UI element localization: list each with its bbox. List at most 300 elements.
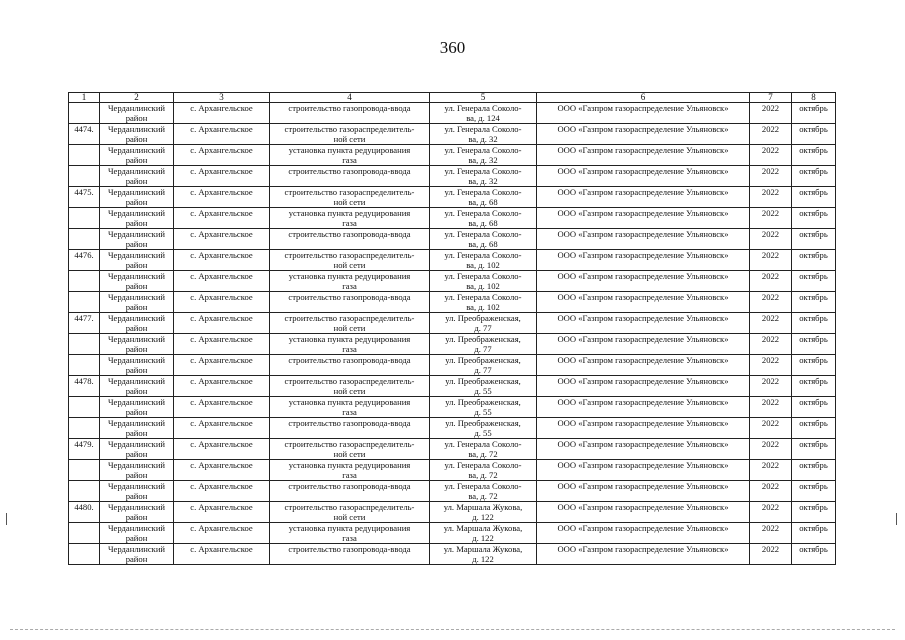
- district-cell: [100, 439, 174, 460]
- cell-line: район: [125, 491, 148, 501]
- year-cell: 2022: [750, 523, 792, 544]
- cell-line: ной сети: [333, 323, 366, 333]
- year-cell: 2022: [750, 145, 792, 166]
- cell-line: установка пункта редуцирования: [288, 145, 411, 155]
- work-cell: [270, 523, 430, 544]
- column-header: 2: [100, 93, 174, 103]
- cell-line: ул. Преображенская,: [445, 313, 521, 323]
- cell-line: район: [125, 365, 148, 375]
- month-cell: октябрь: [792, 103, 836, 124]
- organization-cell: ООО «Газпром газораспределение Ульяновск»: [537, 418, 750, 439]
- cell-line: Черданлинский: [107, 523, 166, 533]
- cell-line: район: [125, 176, 148, 186]
- locality-cell: с. Архангельское: [174, 145, 270, 166]
- organization-cell: ООО «Газпром газораспределение Ульяновск»: [537, 187, 750, 208]
- work-cell: [270, 166, 430, 187]
- cell-line: ной сети: [333, 386, 366, 396]
- organization-cell: ООО «Газпром газораспределение Ульяновск»: [537, 292, 750, 313]
- column-header: 6: [537, 93, 750, 103]
- cell-line: д. 77: [474, 323, 492, 333]
- row-number: [69, 523, 100, 544]
- table-row: [69, 103, 836, 124]
- district-cell: [100, 166, 174, 187]
- cell-line: ва, д. 72: [468, 449, 498, 459]
- table-row: [69, 544, 836, 565]
- cell-line: Черданлинский: [107, 166, 166, 176]
- cell-line: установка пункта редуцирования: [288, 397, 411, 407]
- cell-line: ул. Генерала Соколо-: [444, 229, 522, 239]
- work-cell: [270, 460, 430, 481]
- cell-line: ва, д. 68: [468, 197, 498, 207]
- work-cell: [270, 418, 430, 439]
- cell-line: ул. Генерала Соколо-: [444, 460, 522, 470]
- year-cell: 2022: [750, 313, 792, 334]
- cell-line: ва, д. 32: [468, 134, 498, 144]
- column-header: 8: [792, 93, 836, 103]
- year-cell: 2022: [750, 397, 792, 418]
- table-row: [69, 460, 836, 481]
- cell-line: Черданлинский: [107, 418, 166, 428]
- cell-line: Черданлинский: [107, 313, 166, 323]
- table-row: [69, 355, 836, 376]
- locality-cell: с. Архангельское: [174, 313, 270, 334]
- cell-line: Черданлинский: [107, 355, 166, 365]
- row-number: 4476.: [69, 250, 100, 271]
- cell-line: строительство газопровода-ввода: [288, 418, 411, 428]
- year-cell: 2022: [750, 355, 792, 376]
- cell-line: район: [125, 218, 148, 228]
- month-cell: октябрь: [792, 166, 836, 187]
- year-cell: 2022: [750, 187, 792, 208]
- district-cell: [100, 397, 174, 418]
- row-number: [69, 418, 100, 439]
- cell-line: строительство газораспределитель-: [284, 376, 415, 386]
- address-cell: [430, 502, 537, 523]
- cell-line: Черданлинский: [107, 376, 166, 386]
- scan-edge-mark-left: [6, 513, 7, 525]
- locality-cell: с. Архангельское: [174, 523, 270, 544]
- address-cell: [430, 397, 537, 418]
- cell-line: ул. Генерала Соколо-: [444, 124, 522, 134]
- cell-line: район: [125, 281, 148, 291]
- cell-line: ва, д. 124: [466, 113, 500, 123]
- row-number: [69, 271, 100, 292]
- row-number: 4478.: [69, 376, 100, 397]
- month-cell: октябрь: [792, 523, 836, 544]
- locality-cell: с. Архангельское: [174, 544, 270, 565]
- cell-line: район: [125, 407, 148, 417]
- year-cell: 2022: [750, 166, 792, 187]
- month-cell: октябрь: [792, 208, 836, 229]
- year-cell: 2022: [750, 460, 792, 481]
- cell-line: ул. Генерала Соколо-: [444, 187, 522, 197]
- month-cell: октябрь: [792, 502, 836, 523]
- cell-line: Черданлинский: [107, 502, 166, 512]
- scan-bottom-edge: [10, 629, 895, 630]
- month-cell: октябрь: [792, 145, 836, 166]
- year-cell: 2022: [750, 250, 792, 271]
- year-cell: 2022: [750, 376, 792, 397]
- cell-line: ва, д. 68: [468, 239, 498, 249]
- locality-cell: с. Архангельское: [174, 502, 270, 523]
- cell-line: ва, д. 32: [468, 176, 498, 186]
- work-cell: [270, 292, 430, 313]
- cell-line: район: [125, 155, 148, 165]
- district-cell: [100, 460, 174, 481]
- year-cell: 2022: [750, 418, 792, 439]
- locality-cell: с. Архангельское: [174, 124, 270, 145]
- organization-cell: ООО «Газпром газораспределение Ульяновск»: [537, 502, 750, 523]
- row-number: [69, 166, 100, 187]
- month-cell: октябрь: [792, 397, 836, 418]
- row-number: 4480.: [69, 502, 100, 523]
- cell-line: установка пункта редуцирования: [288, 523, 411, 533]
- organization-cell: ООО «Газпром газораспределение Ульяновск»: [537, 397, 750, 418]
- organization-cell: ООО «Газпром газораспределение Ульяновск»: [537, 250, 750, 271]
- cell-line: район: [125, 323, 148, 333]
- address-cell: [430, 460, 537, 481]
- table-row: [69, 187, 836, 208]
- cell-line: ва, д. 72: [468, 470, 498, 480]
- row-number: 4475.: [69, 187, 100, 208]
- cell-line: д. 55: [474, 428, 492, 438]
- cell-line: район: [125, 134, 148, 144]
- district-cell: [100, 229, 174, 250]
- row-number: [69, 208, 100, 229]
- locality-cell: с. Архангельское: [174, 292, 270, 313]
- year-cell: 2022: [750, 208, 792, 229]
- locality-cell: с. Архангельское: [174, 460, 270, 481]
- locality-cell: с. Архангельское: [174, 334, 270, 355]
- month-cell: октябрь: [792, 187, 836, 208]
- address-cell: [430, 334, 537, 355]
- table-row: [69, 166, 836, 187]
- cell-line: ул. Генерала Соколо-: [444, 481, 522, 491]
- work-cell: [270, 502, 430, 523]
- cell-line: Черданлинский: [107, 439, 166, 449]
- table-row: [69, 502, 836, 523]
- row-number: [69, 460, 100, 481]
- cell-line: д. 122: [472, 554, 494, 564]
- organization-cell: ООО «Газпром газораспределение Ульяновск»: [537, 124, 750, 145]
- cell-line: ул. Маршала Жукова,: [443, 523, 523, 533]
- table-body: [69, 103, 836, 565]
- cell-line: Черданлинский: [107, 481, 166, 491]
- cell-line: Черданлинский: [107, 187, 166, 197]
- row-number: [69, 229, 100, 250]
- cell-line: ва, д. 102: [466, 302, 500, 312]
- work-cell: [270, 439, 430, 460]
- cell-line: Черданлинский: [107, 145, 166, 155]
- year-cell: 2022: [750, 271, 792, 292]
- cell-line: ной сети: [333, 134, 366, 144]
- cell-line: ной сети: [333, 449, 366, 459]
- cell-line: район: [125, 470, 148, 480]
- cell-line: ул. Преображенская,: [445, 355, 521, 365]
- cell-line: район: [125, 344, 148, 354]
- month-cell: октябрь: [792, 250, 836, 271]
- cell-line: д. 77: [474, 344, 492, 354]
- cell-line: Черданлинский: [107, 397, 166, 407]
- cell-line: газа: [342, 218, 357, 228]
- year-cell: 2022: [750, 124, 792, 145]
- row-number: 4477.: [69, 313, 100, 334]
- organization-cell: ООО «Газпром газораспределение Ульяновск»: [537, 334, 750, 355]
- work-cell: [270, 355, 430, 376]
- address-cell: [430, 439, 537, 460]
- organization-cell: ООО «Газпром газораспределение Ульяновск»: [537, 313, 750, 334]
- organization-cell: ООО «Газпром газораспределение Ульяновск»: [537, 523, 750, 544]
- cell-line: строительство газораспределитель-: [284, 313, 415, 323]
- address-cell: [430, 292, 537, 313]
- cell-line: район: [125, 113, 148, 123]
- table-row: [69, 334, 836, 355]
- month-cell: октябрь: [792, 376, 836, 397]
- month-cell: октябрь: [792, 439, 836, 460]
- table-row: [69, 523, 836, 544]
- organization-cell: ООО «Газпром газораспределение Ульяновск»: [537, 544, 750, 565]
- work-cell: [270, 397, 430, 418]
- table-row: [69, 376, 836, 397]
- locality-cell: с. Архангельское: [174, 271, 270, 292]
- work-cell: [270, 229, 430, 250]
- cell-line: строительство газопровода-ввода: [288, 544, 411, 554]
- district-cell: [100, 208, 174, 229]
- table-row: [69, 418, 836, 439]
- cell-line: газа: [342, 344, 357, 354]
- page-number: 360: [439, 38, 466, 57]
- cell-line: район: [125, 554, 148, 564]
- organization-cell: ООО «Газпром газораспределение Ульяновск»: [537, 229, 750, 250]
- address-cell: [430, 250, 537, 271]
- work-cell: [270, 250, 430, 271]
- district-cell: [100, 334, 174, 355]
- address-cell: [430, 313, 537, 334]
- address-cell: [430, 166, 537, 187]
- work-cell: [270, 103, 430, 124]
- cell-line: ва, д. 32: [468, 155, 498, 165]
- cell-line: ул. Маршала Жукова,: [443, 544, 523, 554]
- year-cell: 2022: [750, 502, 792, 523]
- month-cell: октябрь: [792, 544, 836, 565]
- cell-line: район: [125, 197, 148, 207]
- locality-cell: с. Архангельское: [174, 250, 270, 271]
- organization-cell: ООО «Газпром газораспределение Ульяновск»: [537, 481, 750, 502]
- cell-line: газа: [342, 470, 357, 480]
- district-cell: [100, 187, 174, 208]
- cell-line: Черданлинский: [107, 103, 166, 113]
- table-row: [69, 124, 836, 145]
- month-cell: октябрь: [792, 271, 836, 292]
- year-cell: 2022: [750, 229, 792, 250]
- cell-line: газа: [342, 407, 357, 417]
- locality-cell: с. Архангельское: [174, 166, 270, 187]
- cell-line: ва, д. 102: [466, 281, 500, 291]
- month-cell: октябрь: [792, 481, 836, 502]
- organization-cell: ООО «Газпром газораспределение Ульяновск»: [537, 355, 750, 376]
- scan-edge-mark-right: [896, 513, 897, 525]
- cell-line: строительство газопровода-ввода: [288, 292, 411, 302]
- column-header: 4: [270, 93, 430, 103]
- organization-cell: ООО «Газпром газораспределение Ульяновск»: [537, 166, 750, 187]
- cell-line: ул. Генерала Соколо-: [444, 271, 522, 281]
- cell-line: газа: [342, 533, 357, 543]
- cell-line: установка пункта редуцирования: [288, 334, 411, 344]
- cell-line: ной сети: [333, 512, 366, 522]
- month-cell: октябрь: [792, 334, 836, 355]
- month-cell: октябрь: [792, 313, 836, 334]
- address-cell: [430, 271, 537, 292]
- column-header: 5: [430, 93, 537, 103]
- cell-line: установка пункта редуцирования: [288, 460, 411, 470]
- locality-cell: с. Архангельское: [174, 355, 270, 376]
- locality-cell: с. Архангельское: [174, 481, 270, 502]
- address-cell: [430, 523, 537, 544]
- month-cell: октябрь: [792, 355, 836, 376]
- address-cell: [430, 355, 537, 376]
- cell-line: строительство газораспределитель-: [284, 502, 415, 512]
- cell-line: ул. Генерала Соколо-: [444, 439, 522, 449]
- register-table: [68, 92, 836, 565]
- cell-line: газа: [342, 155, 357, 165]
- cell-line: район: [125, 260, 148, 270]
- organization-cell: ООО «Газпром газораспределение Ульяновск»: [537, 376, 750, 397]
- cell-line: строительство газопровода-ввода: [288, 481, 411, 491]
- year-cell: 2022: [750, 439, 792, 460]
- district-cell: [100, 103, 174, 124]
- locality-cell: с. Архангельское: [174, 229, 270, 250]
- work-cell: [270, 208, 430, 229]
- district-cell: [100, 418, 174, 439]
- district-cell: [100, 544, 174, 565]
- month-cell: октябрь: [792, 229, 836, 250]
- district-cell: [100, 502, 174, 523]
- column-header: 7: [750, 93, 792, 103]
- address-cell: [430, 544, 537, 565]
- cell-line: ва, д. 72: [468, 491, 498, 501]
- cell-line: д. 77: [474, 365, 492, 375]
- work-cell: [270, 376, 430, 397]
- cell-line: ва, д. 102: [466, 260, 500, 270]
- year-cell: 2022: [750, 481, 792, 502]
- table-row: [69, 313, 836, 334]
- work-cell: [270, 481, 430, 502]
- organization-cell: ООО «Газпром газораспределение Ульяновск»: [537, 460, 750, 481]
- cell-line: установка пункта редуцирования: [288, 208, 411, 218]
- cell-line: Черданлинский: [107, 271, 166, 281]
- row-number: [69, 292, 100, 313]
- cell-line: строительство газораспределитель-: [284, 187, 415, 197]
- row-number: [69, 103, 100, 124]
- row-number: [69, 355, 100, 376]
- address-cell: [430, 229, 537, 250]
- locality-cell: с. Архангельское: [174, 103, 270, 124]
- cell-line: строительство газопровода-ввода: [288, 355, 411, 365]
- row-number: 4474.: [69, 124, 100, 145]
- row-number: [69, 397, 100, 418]
- work-cell: [270, 313, 430, 334]
- district-cell: [100, 523, 174, 544]
- locality-cell: с. Архангельское: [174, 208, 270, 229]
- column-header: 3: [174, 93, 270, 103]
- district-cell: [100, 124, 174, 145]
- organization-cell: ООО «Газпром газораспределение Ульяновск»: [537, 103, 750, 124]
- address-cell: [430, 208, 537, 229]
- district-cell: [100, 292, 174, 313]
- table-row: [69, 208, 836, 229]
- cell-line: ной сети: [333, 260, 366, 270]
- cell-line: ул. Генерала Соколо-: [444, 208, 522, 218]
- cell-line: газа: [342, 281, 357, 291]
- cell-line: ул. Преображенская,: [445, 376, 521, 386]
- table-row: [69, 271, 836, 292]
- district-cell: [100, 376, 174, 397]
- year-cell: 2022: [750, 544, 792, 565]
- cell-line: Черданлинский: [107, 124, 166, 134]
- cell-line: Черданлинский: [107, 292, 166, 302]
- row-number: [69, 544, 100, 565]
- cell-line: ул. Преображенская,: [445, 397, 521, 407]
- organization-cell: ООО «Газпром газораспределение Ульяновск»: [537, 439, 750, 460]
- district-cell: [100, 481, 174, 502]
- locality-cell: с. Архангельское: [174, 187, 270, 208]
- cell-line: ул. Генерала Соколо-: [444, 145, 522, 155]
- row-number: 4479.: [69, 439, 100, 460]
- column-header: 1: [69, 93, 100, 103]
- address-cell: [430, 103, 537, 124]
- district-cell: [100, 355, 174, 376]
- cell-line: строительство газораспределитель-: [284, 250, 415, 260]
- cell-line: строительство газораспределитель-: [284, 439, 415, 449]
- cell-line: ул. Генерала Соколо-: [444, 103, 522, 113]
- address-cell: [430, 145, 537, 166]
- table-row: [69, 439, 836, 460]
- district-cell: [100, 313, 174, 334]
- row-number: [69, 145, 100, 166]
- work-cell: [270, 145, 430, 166]
- cell-line: район: [125, 512, 148, 522]
- work-cell: [270, 334, 430, 355]
- cell-line: ной сети: [333, 197, 366, 207]
- row-number: [69, 334, 100, 355]
- cell-line: строительство газопровода-ввода: [288, 166, 411, 176]
- cell-line: Черданлинский: [107, 460, 166, 470]
- cell-line: район: [125, 386, 148, 396]
- cell-line: д. 122: [472, 512, 494, 522]
- work-cell: [270, 544, 430, 565]
- cell-line: Черданлинский: [107, 208, 166, 218]
- cell-line: установка пункта редуцирования: [288, 271, 411, 281]
- year-cell: 2022: [750, 292, 792, 313]
- table-row: [69, 250, 836, 271]
- cell-line: строительство газопровода-ввода: [288, 103, 411, 113]
- header-row: [69, 93, 836, 103]
- district-cell: [100, 145, 174, 166]
- table-row: [69, 397, 836, 418]
- locality-cell: с. Архангельское: [174, 439, 270, 460]
- address-cell: [430, 376, 537, 397]
- cell-line: ул. Генерала Соколо-: [444, 292, 522, 302]
- organization-cell: ООО «Газпром газораспределение Ульяновск»: [537, 208, 750, 229]
- address-cell: [430, 481, 537, 502]
- cell-line: Черданлинский: [107, 250, 166, 260]
- cell-line: строительство газораспределитель-: [284, 124, 415, 134]
- work-cell: [270, 124, 430, 145]
- work-cell: [270, 271, 430, 292]
- month-cell: октябрь: [792, 460, 836, 481]
- organization-cell: ООО «Газпром газораспределение Ульяновск»: [537, 145, 750, 166]
- locality-cell: с. Архангельское: [174, 376, 270, 397]
